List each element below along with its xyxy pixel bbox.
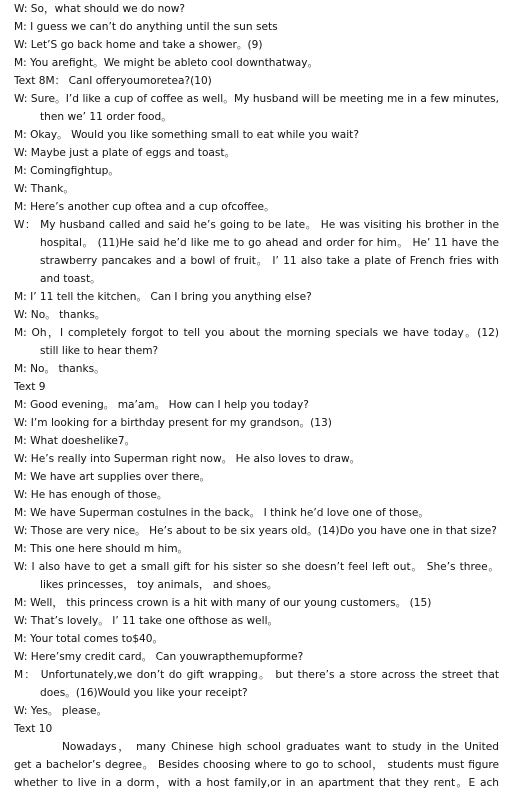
text-line: likes princesses， toy animals， and shoes。 bbox=[40, 579, 278, 591]
text-line: M: You arefight。We might be ableto cool downthatway。 bbox=[14, 57, 319, 69]
text-line: does。(16)Would you like your receipt? bbox=[40, 687, 248, 699]
paragraph-line: Nowadays， many Chinese high school graduates want to study in the United bbox=[62, 741, 499, 753]
text-line: still like to hear them? bbox=[40, 345, 159, 357]
text-line: M: Good evening。 ma’am。 How can I help you today? bbox=[14, 399, 309, 411]
text-line: W: Those are very nice。 He’s about to be six years old。(14)Do you have one in that size? bbox=[14, 525, 497, 537]
text-line: W: That’s lovely。 I’ 11 take one ofthose as well。 bbox=[14, 615, 279, 627]
text-line: W: Maybe just a plate of eggs and toast。 bbox=[14, 147, 236, 159]
text-line: hospital。 (11)He said he’d like me to go ahead and order for him。 He’ 11 have the bbox=[40, 237, 499, 249]
text-line: W: Thank。 bbox=[14, 183, 74, 195]
section-heading: Text 9 bbox=[14, 381, 46, 393]
text-line: W: Let’S go back home and take a shower。(9) bbox=[14, 39, 263, 51]
paragraph-line: get a bachelor’s degree。 Besides choosing where to go to school， students must figure bbox=[14, 759, 499, 771]
text-line: W: Sure。I’d like a cup of coffee as well。My husband will be meeting me in a few minutes, bbox=[14, 93, 499, 105]
text-line: W: Yes。 please。 bbox=[14, 705, 108, 717]
paragraph-line: whether to live in a dorm，with a host family,or in an apartment that they rent。E ach bbox=[14, 777, 499, 789]
section-heading: Text 8M： CanI offeryoumoretea?(10) bbox=[14, 75, 212, 87]
text-line: M: We have art supplies over there。 bbox=[14, 471, 211, 483]
text-line: and toast。 bbox=[40, 273, 101, 285]
text-line: W： My husband called and said he’s going to be late。 He was visiting his brother in the bbox=[14, 219, 499, 231]
text-line: M: I’ 11 tell the kitchen。 Can I bring you anything else? bbox=[14, 291, 312, 303]
text-line: M: Your total comes to$40。 bbox=[14, 633, 164, 645]
text-line: M: Here’s another cup oftea and a cup ofcoffee。 bbox=[14, 201, 275, 213]
text-line: W: No。 thanks。 bbox=[14, 309, 106, 321]
text-line: M: This one here should m him。 bbox=[14, 543, 189, 555]
text-line: then we’ 11 order food。 bbox=[40, 111, 172, 123]
text-line: M: Well， this princess crown is a hit with many of our young customers。 (15) bbox=[14, 597, 432, 609]
text-line: W: He has enough of those。 bbox=[14, 489, 168, 501]
text-line: M: Okay。 Would you like something small to eat while you wait? bbox=[14, 129, 359, 141]
text-line: M： Unfortunately,we don’t do gift wrapping。 but there’s a store across the street that bbox=[14, 669, 499, 681]
text-line: M: What doeshelike7。 bbox=[14, 435, 136, 447]
text-line: W: Here’smy credit card。 Can youwrapthemupforme? bbox=[14, 651, 304, 663]
text-line: W: I’m looking for a birthday present for my grandson。(13) bbox=[14, 417, 332, 429]
text-line: M: We have Superman costulnes in the back。 I think he’d love one of those。 bbox=[14, 507, 430, 519]
text-line: W: I also have to get a small gift for his sister so she doesn’t feel left out。 She’s three。 bbox=[14, 561, 499, 573]
section-heading: Text 10 bbox=[14, 723, 53, 735]
text-line: M: I guess we can’t do anything until the sun sets bbox=[14, 21, 278, 33]
text-line: M: Comingfightup。 bbox=[14, 165, 119, 177]
text-line: M: Oh，I completely forgot to tell you about the morning specials we have today。(12) bbox=[14, 327, 499, 339]
text-line: W: So，what should we do now? bbox=[14, 3, 186, 15]
text-line: strawberry pancakes and a bowl of fruit。 I’ 11 also take a plate of French fries with bbox=[40, 255, 499, 267]
text-line: W: He’s really into Superman right now。 He also loves to draw。 bbox=[14, 453, 361, 465]
text-line: M: No。 thanks。 bbox=[14, 363, 105, 375]
